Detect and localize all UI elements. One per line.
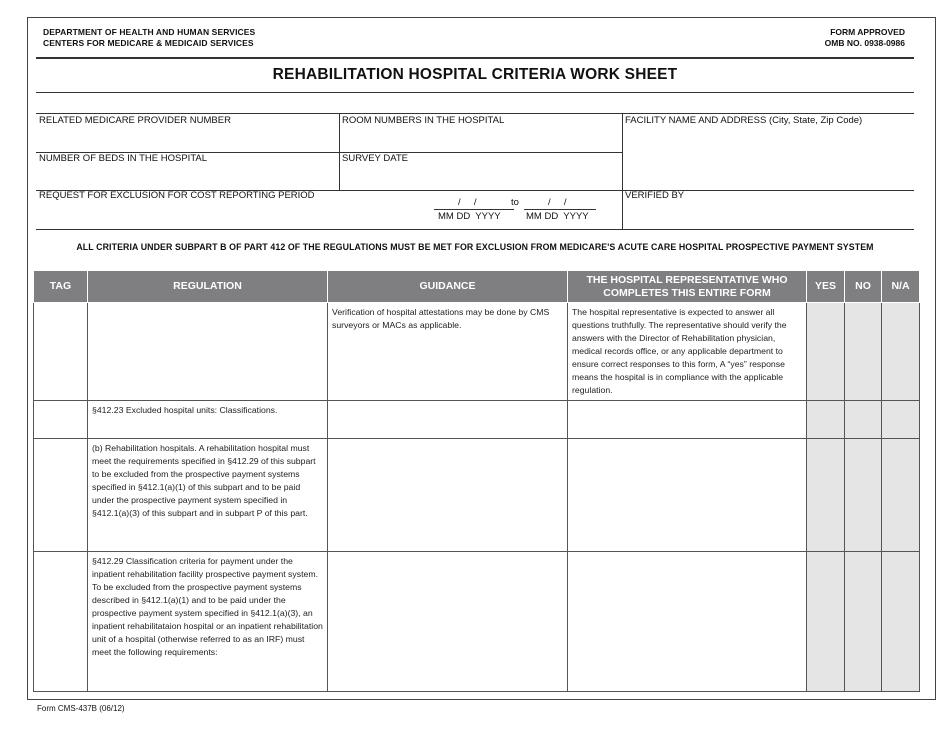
period-end-underline	[524, 209, 596, 210]
room-numbers-field[interactable]: ROOM NUMBERS IN THE HOSPITAL	[342, 115, 505, 126]
provider-number-field[interactable]: RELATED MEDICARE PROVIDER NUMBER	[39, 115, 231, 126]
criteria-table	[33, 271, 920, 692]
yes-checkbox-cell[interactable]	[807, 439, 845, 552]
na-checkbox-cell[interactable]	[882, 439, 920, 552]
table-row	[34, 303, 920, 401]
period-start-format: MM DD YYYY	[438, 211, 501, 222]
guidance-cell	[328, 401, 568, 439]
table-row	[34, 552, 920, 692]
agency-line-1: DEPARTMENT OF HEALTH AND HUMAN SERVICES	[43, 27, 256, 37]
field-grid-top	[36, 113, 914, 114]
cost-reporting-period-label: REQUEST FOR EXCLUSION FOR COST REPORTING PERIOD	[39, 190, 315, 201]
number-of-beds-field[interactable]: NUMBER OF BEDS IN THE HOSPITAL	[39, 153, 208, 164]
representative-cell: The hospital representative is expected to answer all questions truthfully. The representative should verify the answers with the Director of Rehabilitation physician, medical records office, or any applicable department to ensure correct responses to this form, A “yes” response means the hospital is in compliance with the applicable regulation.	[568, 303, 807, 401]
form-number: Form CMS-437B (06/12)	[37, 704, 125, 713]
tag-cell	[34, 303, 88, 401]
col-yes-header: YES	[807, 271, 845, 303]
criteria-notice: ALL CRITERIA UNDER SUBPART B OF PART 412 OF THE REGULATIONS MUST BE MET FOR EXCLUSION FROM MEDICARE'S ACUTE CARE HOSPITAL PROSPECTIVE PAYMENT SYSTEM	[76, 242, 874, 252]
col-no-header: NO	[845, 271, 882, 303]
approval-line-1: FORM APPROVED	[830, 27, 905, 37]
yes-checkbox-cell[interactable]	[807, 401, 845, 439]
agency-line-2: CENTERS FOR MEDICARE & MEDICAID SERVICES	[43, 38, 254, 48]
omb-number: OMB NO. 0938-0986	[824, 38, 905, 48]
field-divider-2	[622, 113, 623, 229]
tag-cell	[34, 552, 88, 692]
no-checkbox-cell[interactable]	[845, 401, 882, 439]
representative-cell	[568, 439, 807, 552]
period-end-format: MM DD YYYY	[526, 211, 589, 222]
regulation-cell: §412.29 Classification criteria for payment under the inpatient rehabilitation facility prospective payment system. To be excluded from the prospective payment systems described in §412.1(a)(1) and to be paid under the prospective payment system specified in §412.1(a)(3), an inpatient rehabilitataion hospital or an inpatient rehabilitation unit of a hospital (otherwise referred to as an IRF) must meet the following requirements:	[88, 552, 328, 692]
facility-name-address-field[interactable]: FACILITY NAME AND ADDRESS (City, State, Zip Code)	[625, 115, 863, 126]
tag-cell	[34, 401, 88, 439]
title-rule	[36, 92, 914, 93]
agency-block	[43, 27, 255, 49]
yes-checkbox-cell[interactable]	[807, 303, 845, 401]
guidance-cell	[328, 439, 568, 552]
representative-cell	[568, 401, 807, 439]
period-to-label: to	[511, 197, 519, 208]
col-tag-header: TAG	[34, 271, 88, 303]
tag-cell	[34, 439, 88, 552]
regulation-cell: §412.23 Excluded hospital units: Classifications.	[88, 401, 328, 439]
regulation-cell	[88, 303, 328, 401]
verified-by-field[interactable]: VERIFIED BY	[625, 190, 685, 201]
approval-block	[825, 27, 905, 49]
no-checkbox-cell[interactable]	[845, 303, 882, 401]
form-title: REHABILITATION HOSPITAL CRITERIA WORK SHEET	[272, 66, 678, 83]
period-start-date-input[interactable]: / /	[458, 197, 477, 208]
yes-checkbox-cell[interactable]	[807, 552, 845, 692]
table-row	[34, 439, 920, 552]
survey-date-field[interactable]: SURVEY DATE	[342, 153, 408, 164]
col-na-header: N/A	[882, 271, 920, 303]
table-row	[34, 401, 920, 439]
regulation-cell: (b) Rehabilitation hospitals. A rehabilitation hospital must meet the requirements specified in §412.29 of this subpart to be excluded from the prospective payment systems specified in §412.1(a)(1) of this subpart and to be paid under the prospective payment system specified in §412.1(a)(3) of this subpart and in subpart P of this part.	[88, 439, 328, 552]
table-header-row	[34, 271, 920, 303]
field-grid-bottom	[36, 229, 914, 230]
no-checkbox-cell[interactable]	[845, 439, 882, 552]
guidance-cell	[328, 552, 568, 692]
col-guidance-header: GUIDANCE	[328, 271, 568, 303]
header-rule	[36, 57, 914, 59]
field-divider-1	[339, 113, 340, 190]
col-representative-header: THE HOSPITAL REPRESENTATIVE WHO COMPLETES THIS ENTIRE FORM	[568, 271, 807, 303]
period-end-date-input[interactable]: / /	[548, 197, 567, 208]
na-checkbox-cell[interactable]	[882, 303, 920, 401]
representative-cell	[568, 552, 807, 692]
period-start-underline	[434, 209, 514, 210]
col-regulation-header: REGULATION	[88, 271, 328, 303]
na-checkbox-cell[interactable]	[882, 401, 920, 439]
na-checkbox-cell[interactable]	[882, 552, 920, 692]
guidance-cell: Verification of hospital attestations may be done by CMS surveyors or MACs as applicable.	[328, 303, 568, 401]
no-checkbox-cell[interactable]	[845, 552, 882, 692]
